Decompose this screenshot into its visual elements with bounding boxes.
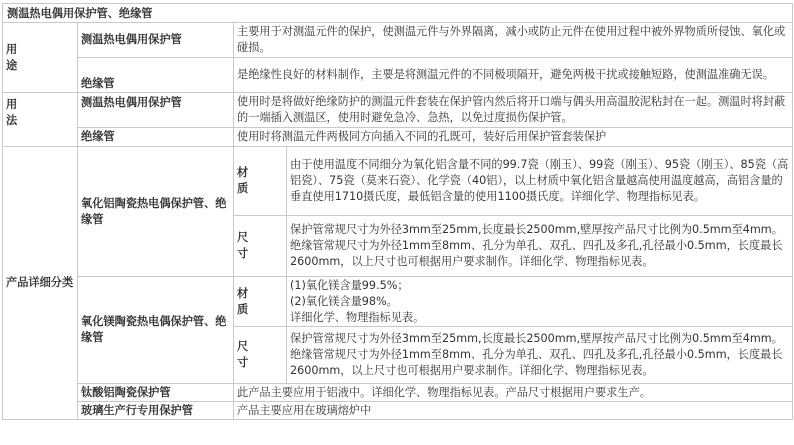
table-title: 测温热电偶用保护管、绝缘管	[3, 4, 793, 23]
usage-row-name: 绝缘管	[78, 58, 234, 93]
usage-row-name: 测温热电偶用保护管	[78, 23, 234, 58]
item-label: 尺 寸	[234, 216, 287, 277]
method-row-desc: 使用时将测温元件两极同方向插入不同的孔既可，装好后用保护管套装保护	[234, 128, 793, 147]
group-name: 氧化镁陶瓷热电偶保护管、绝缘管	[78, 277, 234, 384]
group-name: 氧化铝陶瓷热电偶保护管、绝缘管	[78, 147, 234, 277]
item-label: 材 质	[234, 147, 287, 216]
group-desc: 产品主要应用在玻璃熔炉中	[234, 402, 793, 420]
item-desc: 由于使用温度不同细分为氧化铝含量不同的99.7瓷（刚玉）、99瓷（刚玉）、95瓷（刚玉）、85瓷（高铝瓷）、75瓷（莫来石瓷）、化学瓷（40铝），以上材质中氧化铝含量越高使用温度越高，高铝含量的垂直使用1710摄氏度，最低铝含量的使用1100摄氏度。详细化学、物理指标见表。	[287, 147, 793, 216]
method-row-desc: 使用时是将做好绝缘防护的测温元件套装在保护管内然后将开口端与偶头用高温胶泥粘封在一起。测温时将封蔽的一端插入测温区，使用时避免急冷、急热，以免过度损伤保护管。	[234, 93, 793, 128]
group-name: 钛酸铝陶瓷保护管	[78, 384, 234, 402]
product-spec-table	[2, 3, 793, 420]
item-desc: 保护管常规尺寸为外径3mm至25mm,长度最长2500mm,壁厚按产品尺寸比例为0.5mm至4mm。绝缘管常规尺寸为外径1mm至8mm、孔分为单孔、双孔、四孔及多孔,孔径最小0.5mm，长度最长2600mm，以上尺寸也可根据用户要求制作。详细化学、物理指标见表。	[287, 216, 793, 277]
category-details: 产品详细分类	[3, 147, 78, 420]
category-usage: 用 途	[3, 23, 78, 93]
method-row-name: 测温热电偶用保护管	[78, 93, 234, 128]
category-method: 用 法	[3, 93, 78, 147]
method-row-name: 绝缘管	[78, 128, 234, 147]
item-desc: 保护管常规尺寸为外径3mm至25mm,长度最长2500mm,壁厚按产品尺寸比例为0.5mm至4mm。绝缘管常规尺寸为外径1mm至8mm、孔分为单孔、双孔、四孔及多孔,孔径最小0.5mm，长度最长2600mm，以上尺寸也可根据用户要求制作。详细化学、物理指标见表。	[287, 327, 793, 384]
item-label: 材 质	[234, 277, 287, 327]
item-label: 尺 寸	[234, 327, 287, 384]
usage-row-desc: 是绝缘性良好的材料制作，主要是将测温元件的不同极项隔开，避免两极干扰或接触短路，使测温准确无误。	[234, 58, 793, 93]
item-desc: (1)氧化镁含量99.5%； (2)氧化镁含量98%。 详细化学、物理指标见表。	[287, 277, 793, 327]
usage-row-desc: 主要用于对测温元件的保护，使测温元件与外界隔离，减小或防止元件在使用过程中被外界物质所侵蚀、氧化或碰损。	[234, 23, 793, 58]
group-name: 玻璃生产行专用保护管	[78, 402, 234, 420]
group-desc: 此产品主要应用于铝液中。详细化学、物理指标见表。产品尺寸根据用户要求生产。	[234, 384, 793, 402]
